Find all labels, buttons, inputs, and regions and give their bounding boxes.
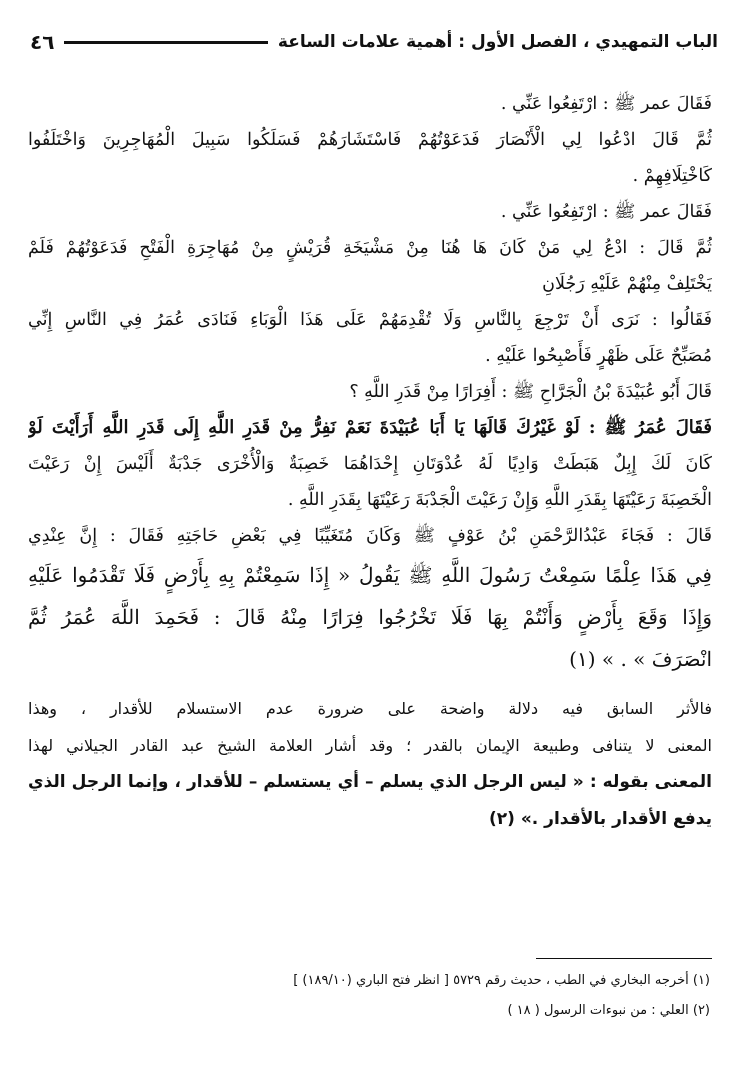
text-line: فَقَالَ عمر ﷺ : ارْتَفِعُوا عَنِّي . [500,94,712,114]
hadith-text [28,86,712,838]
text-line: فَقَالَ عمر ﷺ : ارْتَفِعُوا عَنِّي . [500,202,712,222]
text-line: فِي هَذَا عِلْمًا سَمِعْتُ رَسُولَ اللَّهِ ﷺ يَقُولُ « إِذَا سَمِعْتُمْ بِهِ بِأَرْضٍ فَلَا تَقْدَمُوا عَلَيْهِ [28,563,712,587]
text-line: يَخْتَلِفْ مِنْهُمْ عَلَيْهِ رَجُلَانِ [542,274,712,294]
footnotes [28,966,710,1026]
running-header [30,26,718,58]
paragraph-line: فالأثر السابق فيه دلالة واضحة على ضرورة عدم الاستسلام للأقدار ، وهذا [28,699,712,718]
header-rule [64,41,267,44]
paragraph-line: يدفع الأقدار بالأقدار .» (٢) [488,809,712,829]
text-line: كَانَ لَكَ إِبِلٌ هَبَطَتْ وَادِيًا لَهُ عُدْوَتَانِ إِحْدَاهُمَا خَصِبَةٌ وَالْأُخْرَى جَدْبَةٌ أَلَيْسَ إِنْ رَعَيْتَ [28,454,712,474]
paragraph-line: المعنى لا يتنافى وطبيعة الإيمان بالقدر ؛ وقد أشار العلامة الشيخ عبد القادر الجيلاني لهذا [28,736,712,755]
text-line: فَقَالُوا : نَرَى أَنْ تَرْجِعَ بِالنَّاسِ وَلَا تُقْدِمَهُمْ عَلَى هَذَا الْوَبَاءِ فَنَادَى عُمَرُ فِي النَّاسِ إِنِّي [28,310,712,330]
text-line: ثُمَّ قَالَ : ادْعُ لِي مَنْ كَانَ هَا هُنَا مِنْ مَشْيَخَةِ قُرَيْشٍ مِنْ مُهَاجِرَةِ الْفَتْحِ فَدَعَوْتُهُمْ فَلَمْ [28,238,712,258]
text-line: مُصَبِّحٌ عَلَى ظَهْرٍ فَأَصْبِحُوا عَلَيْهِ . [485,346,712,366]
paragraph-line: المعنى بقوله : « ليس الرجل الذي يسلم – أي يستسلم – للأقدار ، وإنما الرجل الذي [28,772,712,792]
text-line: كَاخْتِلَافِهِمْ . [632,166,712,186]
page-number: ٤٦ [30,30,55,54]
text-line: قَالَ : فَجَاءَ عَبْدُالرَّحْمَنِ بْنُ عَوْفٍ ﷺ وَكَانَ مُتَغَيِّبًا فِي بَعْضِ حَاجَتِهِ فَقَالَ : إِنَّ عِنْدِي [28,526,712,546]
paragraph-gap [28,680,712,690]
text-line: انْصَرَفَ » . » (١) [569,647,712,671]
text-line: ثُمَّ قَالَ ادْعُوا لِي الْأَنْصَارَ فَدَعَوْتُهُمْ فَاسْتَشَارَهُمْ فَسَلَكُوا سَبِيلَ الْمُهَاجِرِينَ وَاخْتَلَفُوا [28,130,712,150]
commentary-paragraph [28,690,712,838]
text-line: قَالَ أَبُو عُبَيْدَةَ بْنُ الْجَرَّاحِ ﷺ : أَفِرَارًا مِنْ قَدَرِ اللَّهِ ؟ [349,382,712,402]
text-line: فَقَالَ عُمَرُ ﷺ : لَوْ غَيْرُكَ قَالَهَا يَا أَبَا عُبَيْدَةَ نَعَمْ نَفِرُّ مِنْ قَدَرِ اللَّهِ إِلَى قَدَرِ اللَّهِ أَرَأَيْتَ لَوْ [28,417,712,438]
footnote-1: (١) أخرجه البخاري في الطب ، حديث رقم ٥٧٢٩ [ انظر فتح الباري (١٨٩/١٠) ] [293,973,710,988]
chapter-title: الباب التمهيدي ، الفصل الأول : أهمية علامات الساعة [277,32,718,52]
footnote-2: (٢) العلي : من نبوءات الرسول ( ١٨ ) [507,1003,710,1018]
text-line: الْخَصِبَةَ رَعَيْتَهَا بِقَدَرِ اللَّهِ وَإِنْ رَعَيْتَ الْجَدْبَةَ رَعَيْتَهَا بِقَدَرِ اللَّهِ . [287,490,712,510]
text-line: وَإِذَا وَقَعَ بِأَرْضٍ وَأَنْتُمْ بِهَا فَلَا تَخْرُجُوا فِرَارًا مِنْهُ قَالَ : فَحَمِدَ اللَّهَ عُمَرُ ثُمَّ [28,605,712,629]
footnote-separator [536,958,712,959]
